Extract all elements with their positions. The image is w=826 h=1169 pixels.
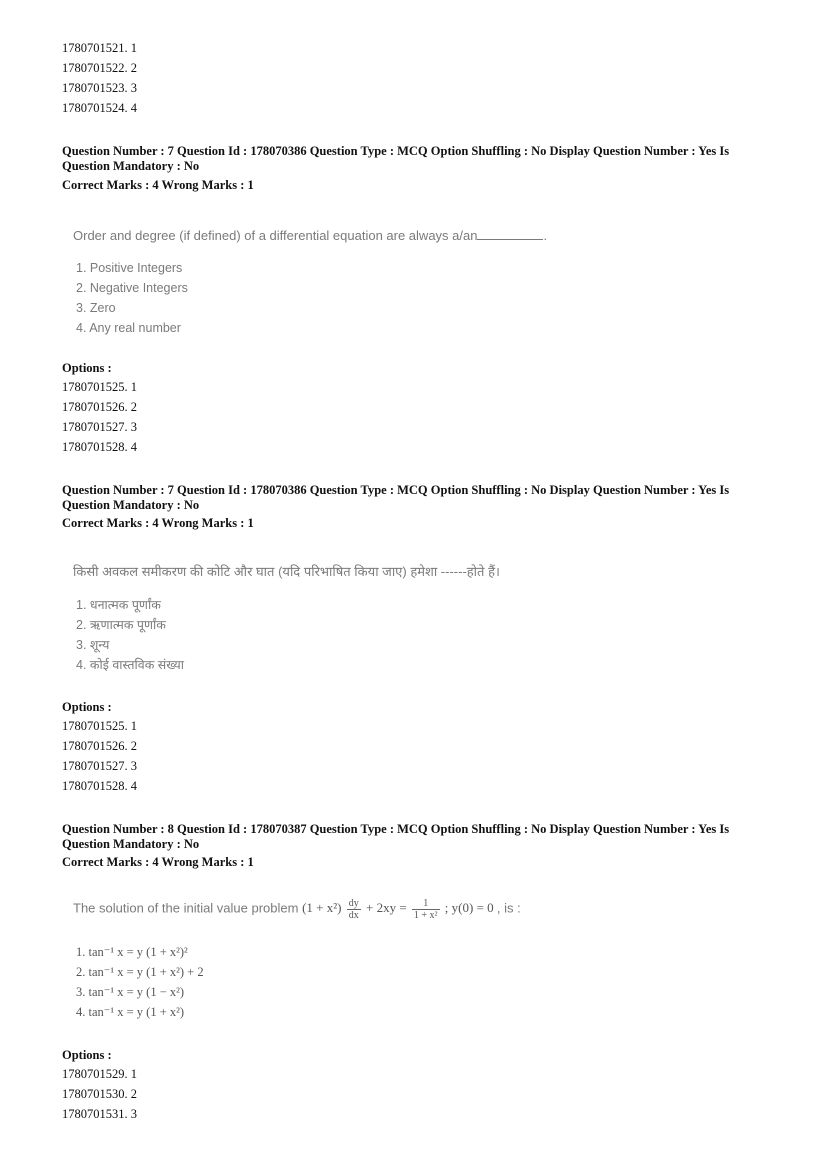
option-id: 1780701522. 2: [62, 61, 137, 75]
question-marks: Correct Marks : 4 Wrong Marks : 1: [62, 855, 254, 869]
equation: (1 + x²) $\frac{dy}{dx}$ + 2xy = $\frac{1}{\text{1 + x²}}$ ; y(0) = 0: [302, 898, 494, 921]
answer-choice: 3. शून्य: [76, 638, 110, 652]
question-marks: Correct Marks : 4 Wrong Marks : 1: [62, 516, 254, 530]
option-id: 1780701527. 3: [62, 420, 137, 434]
answer-choice: 3. Zero: [76, 301, 116, 315]
question-mandatory: Question Mandatory : No: [62, 837, 200, 851]
question-text: Order and degree (if defined) of a differential equation are always a/an .: [73, 228, 548, 243]
answer-choice: 3. tan⁻¹ x = y (1 − x²): [76, 985, 185, 999]
answer-choice: 2. tan⁻¹ x = y (1 + x²) + 2: [76, 965, 204, 979]
answer-choice: 2. Negative Integers: [76, 281, 188, 295]
question-mandatory: Question Mandatory : No: [62, 159, 200, 173]
question-marks: Correct Marks : 4 Wrong Marks : 1: [62, 178, 254, 192]
answer-choice: 2. ऋणात्मक पूर्णांक: [76, 618, 166, 632]
answer-choice: 4. कोई वास्तविक संख्या: [76, 658, 185, 672]
question-text: The solution of the initial value problem (1 + x²) $\frac{dy}{dx}$ + 2xy = $\frac{1}{\text{1 + x²}}$ ; y(0) = 0 , is :: [73, 898, 521, 921]
option-id: 1780701525. 1: [62, 719, 137, 733]
options-label: Options :: [62, 1048, 112, 1062]
option-id: 1780701526. 2: [62, 739, 137, 753]
question-meta: Question Number : 8 Question Id : 178070387 Question Type : MCQ Option Shuffling : No Display Question Number : Yes Is: [62, 822, 730, 836]
option-id: 1780701523. 3: [62, 81, 137, 95]
question-image: [62, 226, 582, 336]
answer-choice: 4. tan⁻¹ x = y (1 + x²): [76, 1005, 185, 1019]
question-image: [62, 898, 602, 1028]
question-mandatory: Question Mandatory : No: [62, 498, 200, 512]
question-image: [62, 562, 582, 672]
option-id: 1780701530. 2: [62, 1087, 137, 1101]
option-id: 1780701529. 1: [62, 1067, 137, 1081]
option-id: 1780701526. 2: [62, 400, 137, 414]
option-id: 1780701521. 1: [62, 41, 137, 55]
answer-choice: 4. Any real number: [76, 321, 181, 335]
answer-choice: 1. tan⁻¹ x = y (1 + x²)²: [76, 945, 188, 959]
options-label: Options :: [62, 361, 112, 375]
option-id: 1780701527. 3: [62, 759, 137, 773]
answer-choice: 1. Positive Integers: [76, 261, 183, 275]
question-text: किसी अवकल समीकरण की कोटि और घात (यदि परिभाषित किया जाए) हमेशा ------होते हैं।: [73, 564, 500, 579]
option-id: 1780701531. 3: [62, 1107, 137, 1121]
answer-choice: 1. धनात्मक पूर्णांक: [76, 598, 161, 612]
option-id: 1780701524. 4: [62, 101, 137, 115]
option-id: 1780701528. 4: [62, 779, 137, 793]
options-label: Options :: [62, 700, 112, 714]
option-id: 1780701525. 1: [62, 380, 137, 394]
option-id: 1780701528. 4: [62, 440, 137, 454]
question-meta: Question Number : 7 Question Id : 178070386 Question Type : MCQ Option Shuffling : No Display Question Number : Yes Is: [62, 144, 730, 158]
question-meta: Question Number : 7 Question Id : 178070386 Question Type : MCQ Option Shuffling : No Display Question Number : Yes Is: [62, 483, 730, 497]
